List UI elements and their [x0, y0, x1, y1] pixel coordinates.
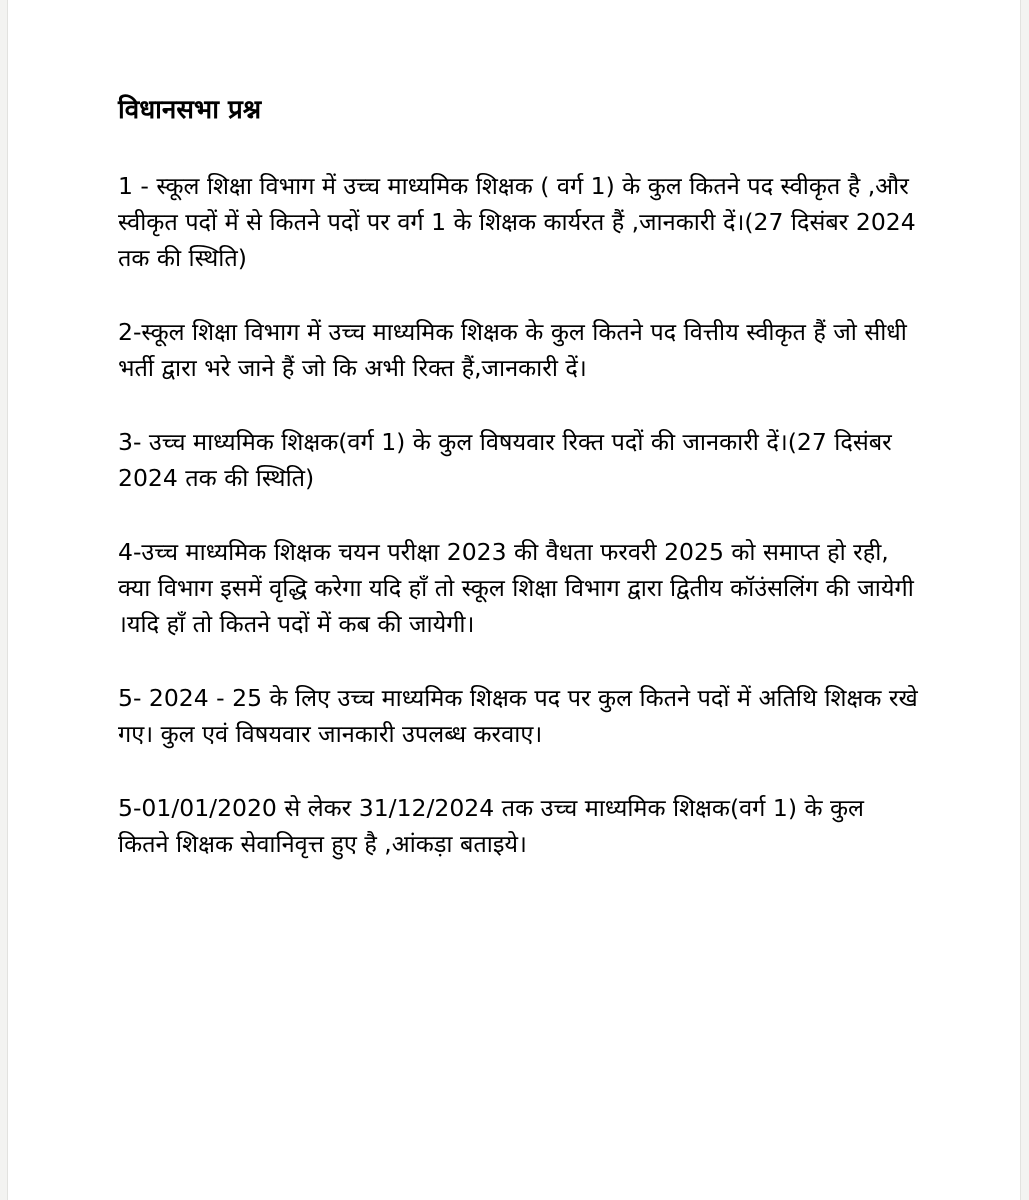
document-page	[7, 0, 1021, 1200]
question-2: 2-स्कूल शिक्षा विभाग में उच्च माध्यमिक शिक्षक के कुल कितने पद वित्तीय स्वीकृत हैं जो सीधी भर्ती द्वारा भरे जाने हैं जो कि अभी रिक्त हैं,जानकारी दें।	[118, 318, 907, 382]
question-3: 3- उच्च माध्यमिक शिक्षक(वर्ग 1) के कुल विषयवार रिक्त पदों की जानकारी दें।(27 दिसंबर 2024 तक की स्थिति)	[118, 428, 892, 492]
question-4: 4-उच्च माध्यमिक शिक्षक चयन परीक्षा 2023 की वैधता फरवरी 2025 को समाप्त हो रही, क्या विभाग इसमें वृद्धि करेगा यदि हाँ तो स्कूल शिक्षा विभाग द्वारा द्वितीय कॉउंसलिंग की जायेगी ।यदि हाँ तो कितने पदों में कब की जायेगी।	[118, 538, 914, 638]
question-1: 1 - स्कूल शिक्षा विभाग में उच्च माध्यमिक शिक्षक ( वर्ग 1) के कुल कितने पद स्वीकृत है ,और स्वीकृत पदों में से कितने पदों पर वर्ग 1 के शिक्षक कार्यरत हैं ,जानकारी दें।(27 दिसंबर 2024 तक की स्थिति)	[118, 172, 916, 272]
document-content	[118, 92, 918, 900]
question-5: 5- 2024 - 25 के लिए उच्च माध्यमिक शिक्षक पद पर कुल कितने पदों में अतिथि शिक्षक रखे गए। कुल एवं विषयवार जानकारी उपलब्ध करवाए।	[118, 684, 918, 748]
document-title: विधानसभा प्रश्न	[118, 95, 262, 125]
question-6: 5-01/01/2020 से लेकर 31/12/2024 तक उच्च माध्यमिक शिक्षक(वर्ग 1) के कुल कितने शिक्षक सेवानिवृत्त हुए है ,आंकड़ा बताइये।	[118, 794, 864, 858]
